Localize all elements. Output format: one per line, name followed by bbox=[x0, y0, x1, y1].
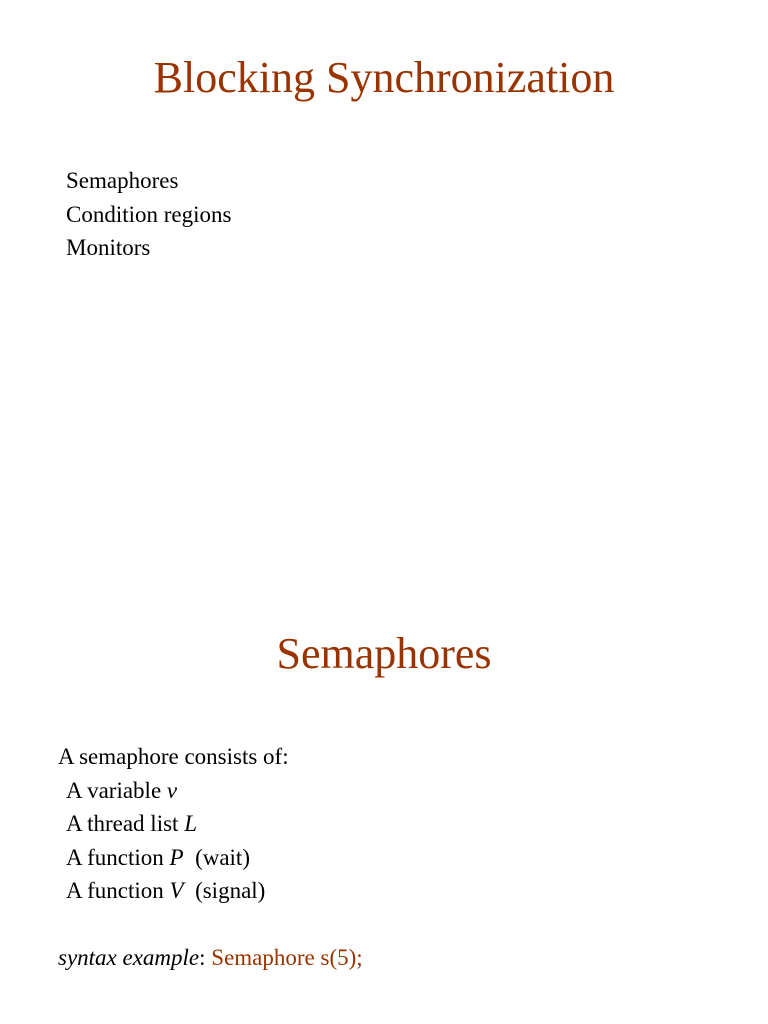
syntax-separator: : bbox=[199, 945, 212, 970]
slide-semaphores bbox=[0, 576, 768, 1024]
intro-text: A semaphore consists of: bbox=[58, 744, 289, 769]
item-prefix: A variable bbox=[66, 777, 167, 803]
item-suffix: (wait) bbox=[183, 844, 250, 870]
item-symbol: V bbox=[169, 878, 184, 903]
slide-title: Semaphores bbox=[276, 629, 492, 678]
item-suffix: (signal) bbox=[183, 878, 266, 903]
list-item bbox=[66, 841, 265, 875]
item-prefix: A thread list bbox=[66, 811, 185, 836]
item-symbol: P bbox=[169, 844, 184, 870]
item-prefix: A function bbox=[66, 844, 170, 870]
list-item: Condition regions bbox=[66, 201, 232, 227]
list-item bbox=[66, 774, 265, 808]
slide-title: Blocking Synchronization bbox=[153, 53, 615, 102]
item-symbol: v bbox=[166, 777, 178, 803]
list-item: Semaphores bbox=[66, 168, 179, 193]
list-item bbox=[66, 807, 265, 841]
list-item bbox=[66, 874, 265, 908]
syntax-example bbox=[58, 941, 363, 975]
syntax-code: Semaphore s(5); bbox=[211, 945, 363, 970]
list-item: Monitors bbox=[66, 235, 151, 260]
component-list bbox=[66, 774, 265, 908]
item-prefix: A function bbox=[66, 878, 170, 903]
item-symbol: L bbox=[184, 811, 197, 836]
syntax-label: syntax example bbox=[58, 945, 200, 970]
topic-list bbox=[66, 164, 231, 265]
